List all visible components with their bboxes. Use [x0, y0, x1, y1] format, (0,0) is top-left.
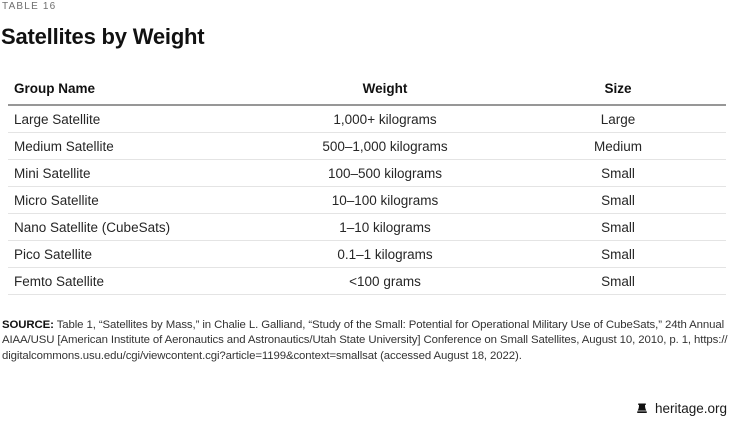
cell-group-name: Pico Satellite	[8, 241, 260, 268]
page-title: Satellites by Weight	[1, 24, 205, 49]
liberty-bell-icon	[635, 402, 649, 416]
cell-weight: 1–10 kilograms	[260, 214, 510, 241]
cell-weight: 10–100 kilograms	[260, 187, 510, 214]
table-row	[8, 133, 726, 160]
cell-weight: 100–500 kilograms	[260, 160, 510, 187]
cell-weight: 500–1,000 kilograms	[260, 133, 510, 160]
cell-group-name: Large Satellite	[8, 105, 260, 133]
table-header-row	[8, 76, 726, 105]
table-row	[8, 241, 726, 268]
cell-group-name: Micro Satellite	[8, 187, 260, 214]
table-row	[8, 268, 726, 295]
cell-size: Small	[510, 187, 726, 214]
cell-size: Large	[510, 105, 726, 133]
column-header-weight: Weight	[260, 76, 510, 105]
footer-brand	[635, 401, 727, 416]
table-row	[8, 187, 726, 214]
source-label: SOURCE:	[2, 319, 54, 331]
cell-group-name: Medium Satellite	[8, 133, 260, 160]
cell-weight: 0.1–1 kilograms	[260, 241, 510, 268]
satellites-by-weight-table	[8, 76, 726, 295]
cell-group-name: Nano Satellite (CubeSats)	[8, 214, 260, 241]
brand-name: heritage.org	[654, 401, 727, 416]
cell-size: Small	[510, 241, 726, 268]
cell-size: Small	[510, 214, 726, 241]
cell-group-name: Femto Satellite	[8, 268, 260, 295]
cell-weight: 1,000+ kilograms	[260, 105, 510, 133]
source-note	[2, 318, 733, 364]
cell-size: Small	[510, 160, 726, 187]
table-number: TABLE 16	[2, 1, 57, 12]
cell-group-name: Mini Satellite	[8, 160, 260, 187]
column-header-size: Size	[510, 76, 726, 105]
cell-weight: <100 grams	[260, 268, 510, 295]
cell-size: Medium	[510, 133, 726, 160]
source-text: Table 1, “Satellites by Mass,” in Chalie L. Galliand, “Study of the Small: Potential for Operational Military Use of CubeSats,” 24th Annual AIAA/USU [American Institute of Aeronautics and Astronautics/Utah State University] Conference on Small Satellites, August 10, 2010, p. 1, https:// digitalcommons.usu.edu/cgi/viewcontent.cgi?article=1199&context=smallsat (accessed August 18, 2022).	[2, 319, 728, 362]
cell-size: Small	[510, 268, 726, 295]
table-row	[8, 105, 726, 133]
table-row	[8, 160, 726, 187]
column-header-group-name: Group Name	[8, 76, 260, 105]
table-row	[8, 214, 726, 241]
